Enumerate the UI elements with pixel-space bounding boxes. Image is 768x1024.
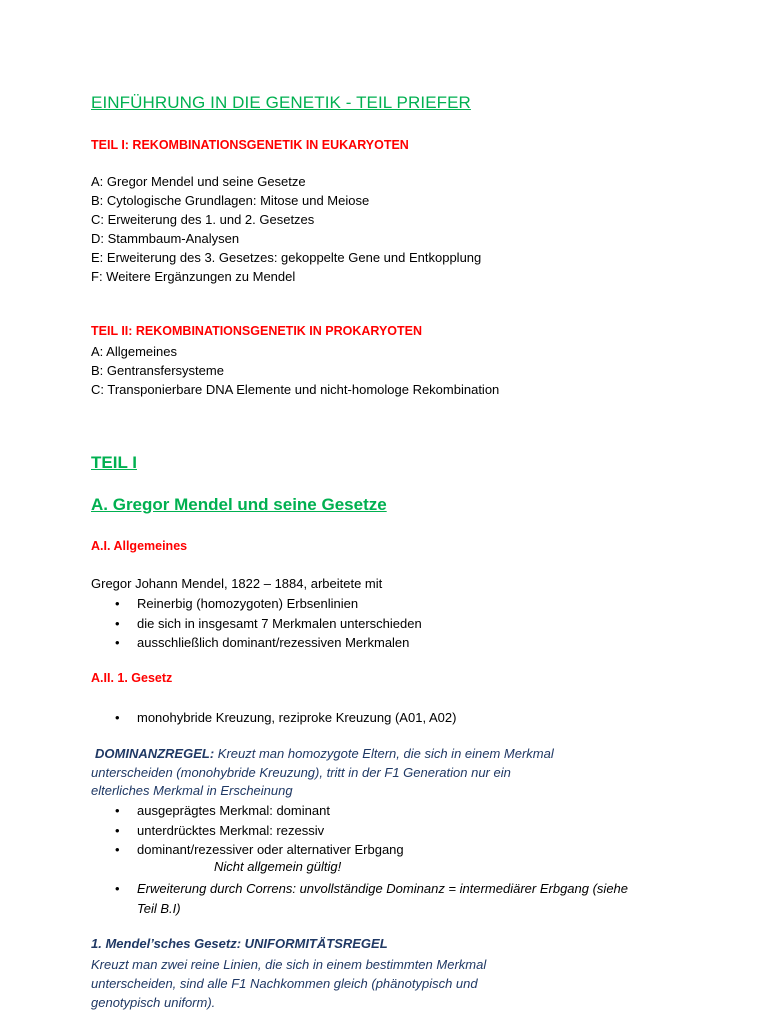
bullet-icon: • xyxy=(115,596,120,611)
teil1-item-a: A: Gregor Mendel und seine Gesetze xyxy=(91,174,306,189)
teil1-item-e: E: Erweiterung des 3. Gesetzes: gekoppelte Gene und Entkopplung xyxy=(91,250,482,265)
teil2-list xyxy=(91,342,499,399)
bullet-icon: • xyxy=(115,710,120,725)
ai-heading: A.I. Allgemeines xyxy=(91,539,188,553)
mendel-rule-heading: 1. Mendel’sches Gesetz: UNIFORMITÄTSREGEL xyxy=(91,936,388,951)
list-item: • Reinerbig (homozygoten) Erbsenlinien xyxy=(91,594,422,614)
bullet-icon: • xyxy=(115,635,120,651)
bullet-icon: • xyxy=(115,881,120,896)
teil1-item-c: C: Erweiterung des 1. und 2. Gesetzes xyxy=(91,212,315,227)
list-item: • Erweiterung durch Correns: unvollständige Dominanz = intermediärer Erbgang (siehe xyxy=(91,879,628,899)
list-item: • ausgeprägtes Merkmal: dominant xyxy=(91,801,404,821)
teil2-heading: TEIL II: REKOMBINATIONSGENETIK IN PROKARYOTEN xyxy=(91,324,423,338)
bullet-icon: • xyxy=(115,803,120,818)
dominanz-label: DOMINANZREGEL: xyxy=(95,746,215,761)
list-item: • ausschließlich dominant/rezessiven Merkmalen xyxy=(91,633,422,653)
dominanz-rule-line-3: elterliches Merkmal in Erscheinung xyxy=(91,783,293,798)
nicht-gueltig-note: Nicht allgemein gültig! xyxy=(214,859,342,874)
list-item: • unterdrücktes Merkmal: rezessiv xyxy=(91,821,404,841)
document-title: EINFÜHRUNG IN DIE GENETIK - TEIL PRIEFER xyxy=(91,93,471,112)
list-item: • monohybride Kreuzung, reziproke Kreuzung (A01, A02) xyxy=(91,708,456,728)
list-item: • dominant/rezessiver oder alternativer Erbgang xyxy=(91,840,404,860)
teil2-item-c: C: Transponierbare DNA Elemente und nicht-homologe Rekombination xyxy=(91,382,500,397)
ai-bullet-list xyxy=(91,594,422,653)
mendel-rule-line-2: unterscheiden, sind alle F1 Nachkommen gleich (phänotypisch und xyxy=(91,976,478,991)
teil1-item-f: F: Weitere Ergänzungen zu Mendel xyxy=(91,269,296,284)
section-a-heading: A. Gregor Mendel und seine Gesetze xyxy=(91,495,387,514)
aii-heading: A.II. 1. Gesetz xyxy=(91,671,173,685)
correns-bullet-list xyxy=(91,879,628,918)
dominanz-bullet-list xyxy=(91,801,404,860)
list-item: Teil B.I) xyxy=(137,900,181,916)
teil1-item-d: D: Stammbaum-Analysen xyxy=(91,231,240,246)
teil1-item-b: B: Cytologische Grundlagen: Mitose und Meiose xyxy=(91,193,370,208)
bullet-icon: • xyxy=(115,842,120,858)
teil1-heading: TEIL I: REKOMBINATIONSGENETIK IN EUKARYOTEN xyxy=(91,138,409,152)
bullet-icon: • xyxy=(115,615,120,631)
aii-bullet-list xyxy=(91,708,456,728)
teil2-item-b: B: Gentransfersysteme xyxy=(91,363,224,378)
list-item: • die sich in insgesamt 7 Merkmalen unterschieden xyxy=(91,614,422,634)
mendel-rule-line-3: genotypisch uniform). xyxy=(91,995,216,1010)
bullet-icon: • xyxy=(115,822,120,838)
teil-i-heading: TEIL I xyxy=(91,453,137,472)
dominanz-rule-line-1: DOMINANZREGEL: Kreuzt man homozygote Eltern, die sich in einem Merkmal xyxy=(95,746,554,761)
teil1-list xyxy=(91,172,481,286)
ai-intro: Gregor Johann Mendel, 1822 – 1884, arbeitete mit xyxy=(91,576,383,591)
teil2-item-a: A: Allgemeines xyxy=(91,344,177,359)
mendel-rule-line-1: Kreuzt man zwei reine Linien, die sich in einem bestimmten Merkmal xyxy=(91,957,487,972)
dominanz-rule-line-2: unterscheiden (monohybride Kreuzung), tritt in der F1 Generation nur ein xyxy=(91,765,511,780)
